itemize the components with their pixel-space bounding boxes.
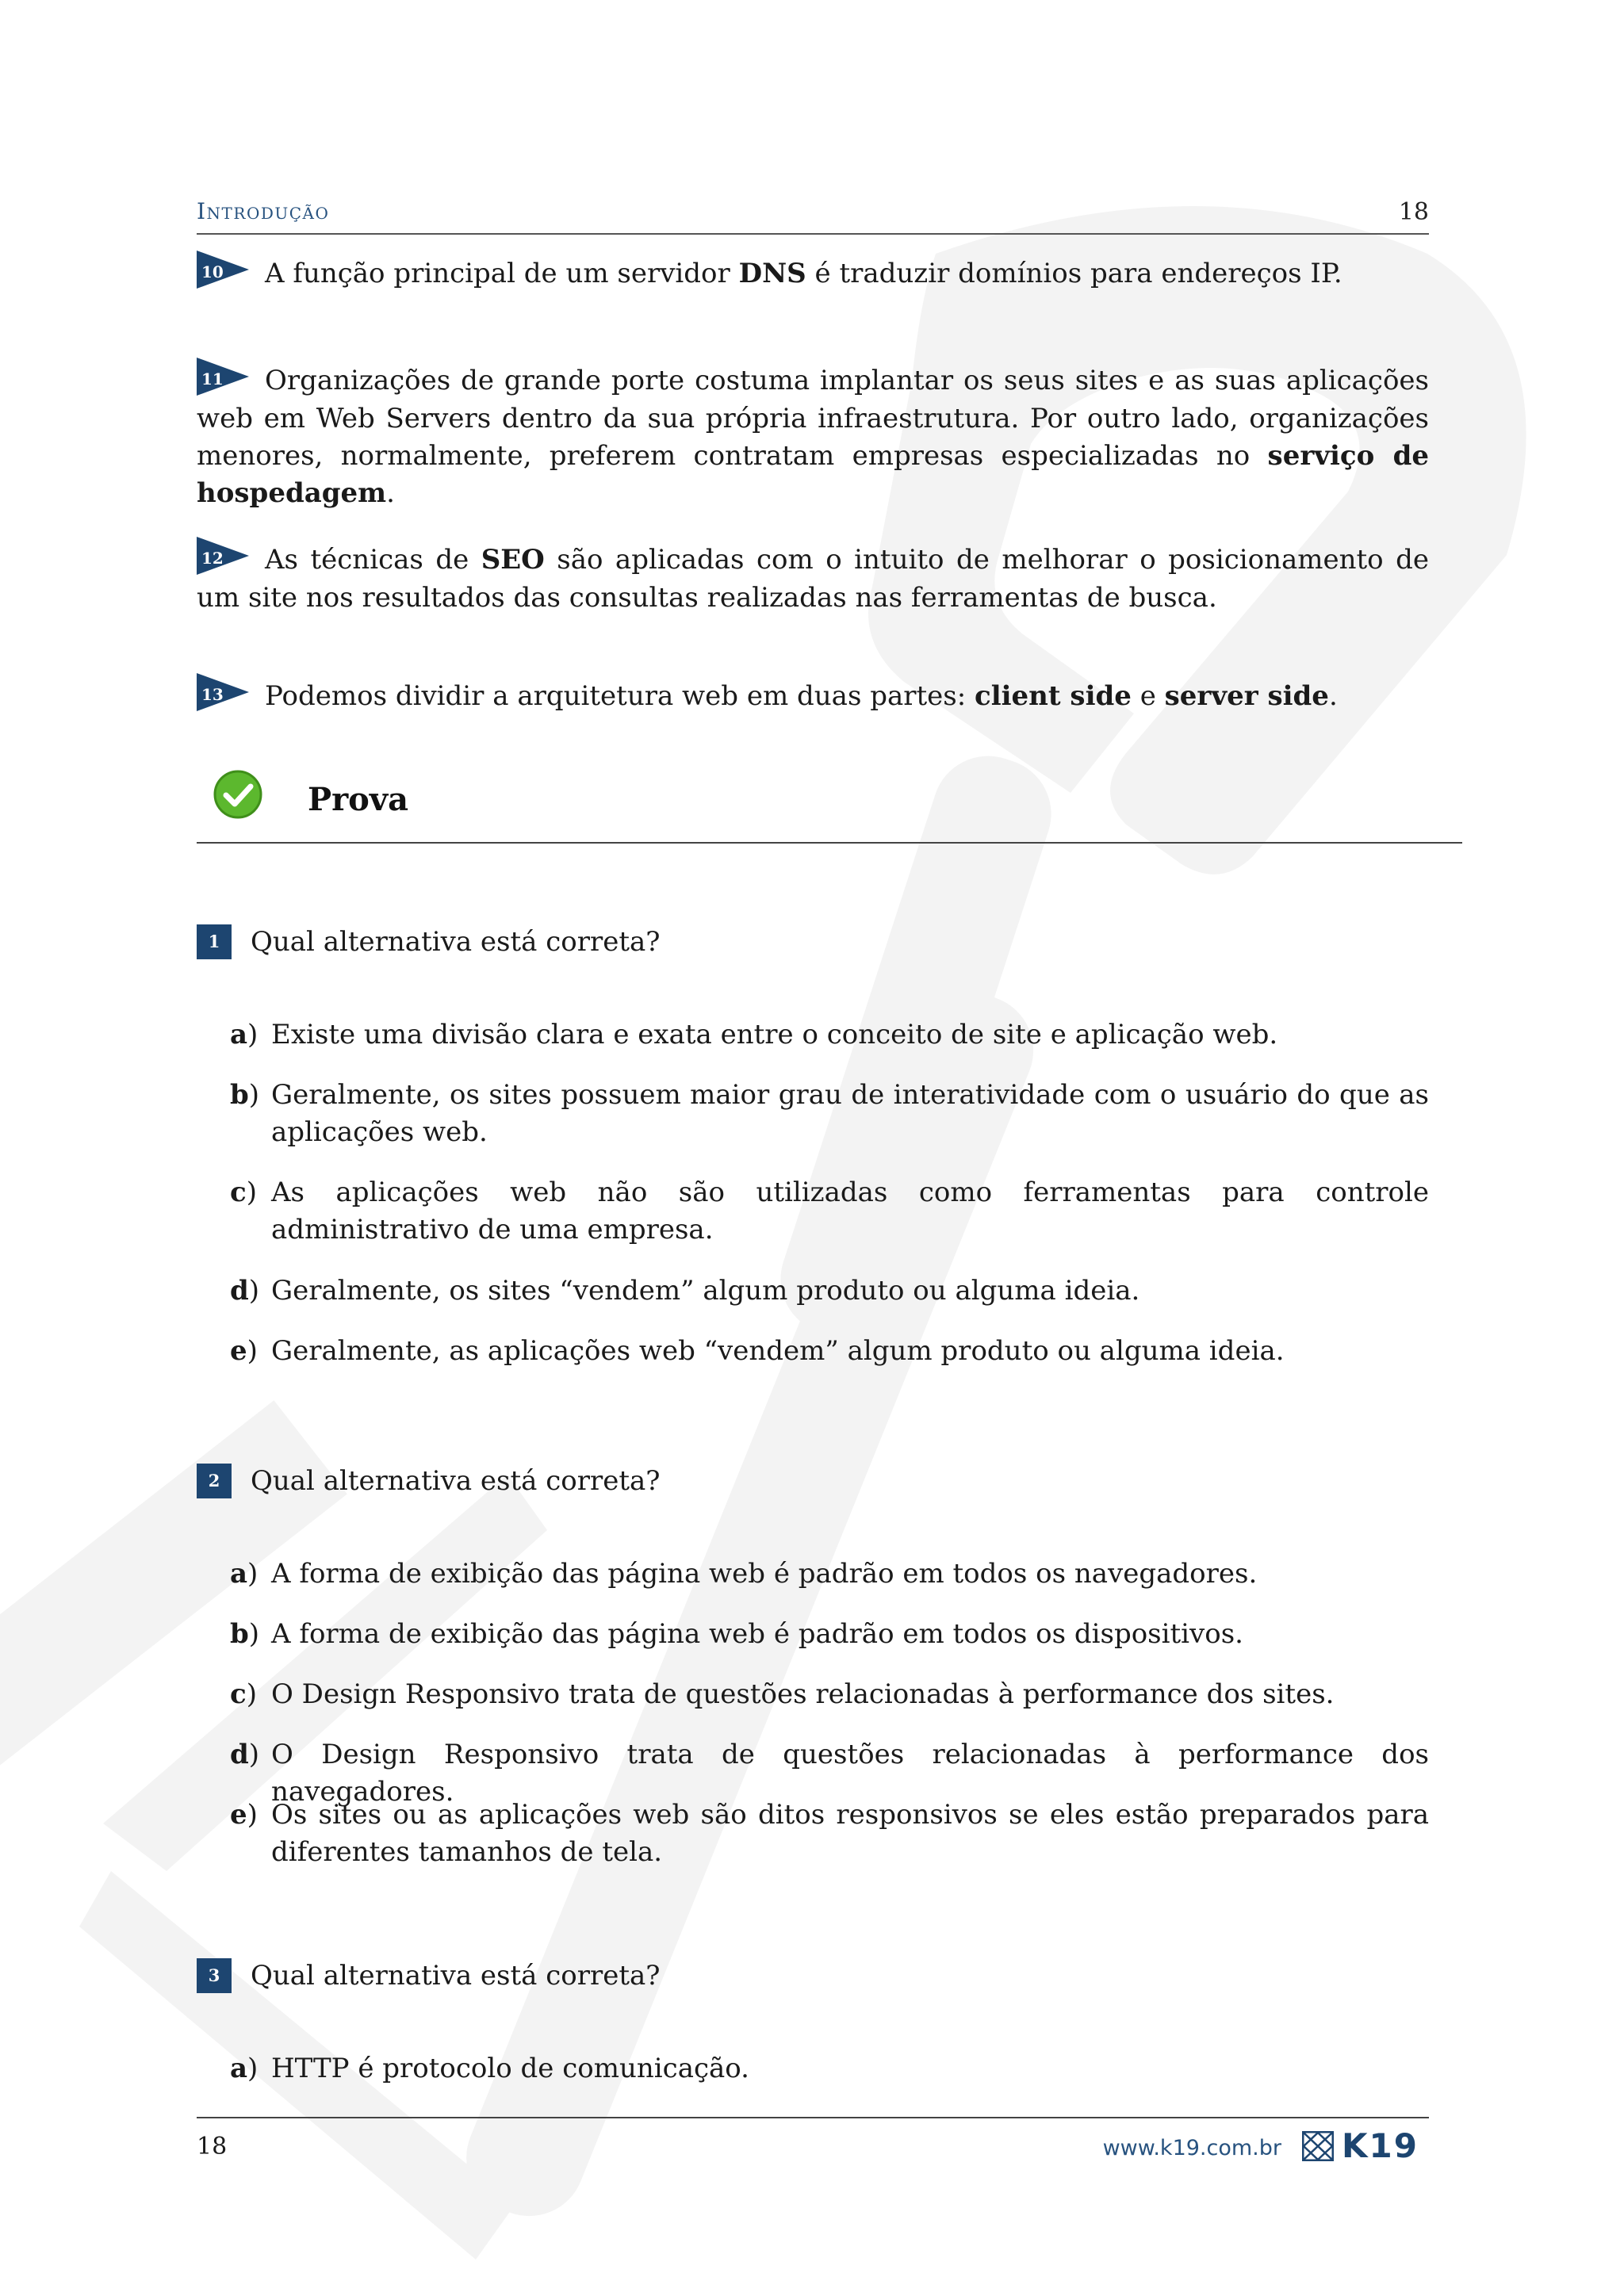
option-letter: c) — [230, 1678, 257, 1710]
page-header — [197, 193, 1429, 235]
question-heading — [197, 1958, 1429, 1993]
option-text: O Design Responsivo trata de questões relacionadas à performance dos sites. — [271, 1678, 1335, 1710]
question-text: Qual alternativa está correta? — [251, 926, 661, 958]
k19-logo-text: K19 — [1342, 2126, 1419, 2165]
option-item[interactable] — [230, 1077, 1429, 1151]
answer-item — [197, 255, 1429, 293]
option-text: Existe uma divisão clara e exata entre o conceito de site e aplicação web. — [271, 1019, 1278, 1050]
option-item[interactable] — [230, 1174, 1429, 1249]
section-title: Prova — [308, 781, 408, 818]
option-item[interactable] — [230, 1616, 1429, 1653]
answer-marker: 13 — [197, 673, 249, 711]
option-text: O Design Responsivo trata de questões relacionadas à performance dos navegadores. — [271, 1739, 1429, 1808]
option-text: Geralmente, os sites “vendem” algum produto ou alguma ideia. — [271, 1275, 1140, 1307]
option-text: Os sites ou as aplicações web são ditos responsivos se eles estão preparados para diferentes tamanhos de tela. — [271, 1799, 1429, 1868]
check-icon — [213, 769, 263, 820]
answer-item — [197, 541, 1429, 617]
option-text: HTTP é protocolo de comunicação. — [271, 2053, 749, 2084]
option-text: Geralmente, os sites possuem maior grau de interatividade com o usuário do que as aplicações web. — [271, 1079, 1429, 1148]
question-heading — [197, 1464, 1429, 1498]
option-item[interactable] — [230, 2050, 1429, 2087]
option-letter: a) — [230, 2053, 259, 2084]
answer-text: Organizações de grande porte costuma implantar os seus sites e as suas aplicações web em Web Servers dentro da sua própria infraestrutura. Por outro lado, organizações menores, normalmente, preferem contratam empresas especializadas no serviço de hospedagem. — [197, 365, 1430, 509]
answer-marker: 10 — [197, 251, 249, 289]
option-item[interactable] — [230, 1556, 1429, 1593]
question-text: Qual alternativa está correta? — [251, 1960, 661, 1992]
question-number: 2 — [197, 1464, 232, 1498]
option-item[interactable] — [230, 1797, 1429, 1871]
option-text: A forma de exibição das página web é padrão em todos os dispositivos. — [271, 1618, 1243, 1650]
header-page-number: 18 — [1398, 198, 1429, 226]
k19-logo — [1302, 2126, 1429, 2165]
option-letter: b) — [230, 1618, 260, 1650]
question-heading — [197, 924, 1429, 959]
chapter-title: Introdução — [197, 198, 330, 224]
option-letter: d) — [230, 1739, 260, 1770]
section-heading — [197, 769, 1462, 844]
option-text: As aplicações web não são utilizadas como ferramentas para controle administrativo de uma empresa. — [271, 1177, 1429, 1246]
answer-item — [197, 678, 1429, 716]
answer-text: Podemos dividir a arquitetura web em duas partes: client side e server side. — [265, 680, 1338, 712]
footer-page-number: 18 — [197, 2133, 228, 2160]
page-footer — [197, 2117, 1429, 2174]
answer-marker: 11 — [197, 358, 249, 396]
answer-text: As técnicas de SEO são aplicadas com o intuito de melhorar o posicionamento de um site nos resultados das consultas realizadas nas ferramentas de busca. — [197, 544, 1430, 614]
option-letter: b) — [230, 1079, 260, 1111]
answer-marker: 12 — [197, 537, 249, 575]
option-letter: e) — [230, 1335, 258, 1367]
option-text: Geralmente, as aplicações web “vendem” algum produto ou alguma ideia. — [271, 1335, 1285, 1367]
answer-item — [197, 362, 1429, 512]
option-item[interactable] — [230, 1333, 1429, 1370]
question-number: 3 — [197, 1958, 232, 1993]
option-letter: d) — [230, 1275, 260, 1307]
option-letter: a) — [230, 1019, 259, 1050]
footer-url-link[interactable]: www.k19.com.br — [1102, 2136, 1281, 2160]
option-text: A forma de exibição das página web é padrão em todos os navegadores. — [271, 1558, 1258, 1590]
question-number: 1 — [197, 924, 232, 959]
option-letter: e) — [230, 1799, 258, 1831]
option-letter: a) — [230, 1558, 259, 1590]
answer-text: A função principal de um servidor DNS é traduzir domínios para endereços IP. — [265, 258, 1342, 289]
option-item[interactable] — [230, 1016, 1429, 1054]
question-text: Qual alternativa está correta? — [251, 1465, 661, 1497]
k19-logo-icon — [1302, 2131, 1334, 2161]
option-letter: c) — [230, 1177, 257, 1208]
option-item[interactable] — [230, 1272, 1429, 1310]
option-item[interactable] — [230, 1676, 1429, 1713]
